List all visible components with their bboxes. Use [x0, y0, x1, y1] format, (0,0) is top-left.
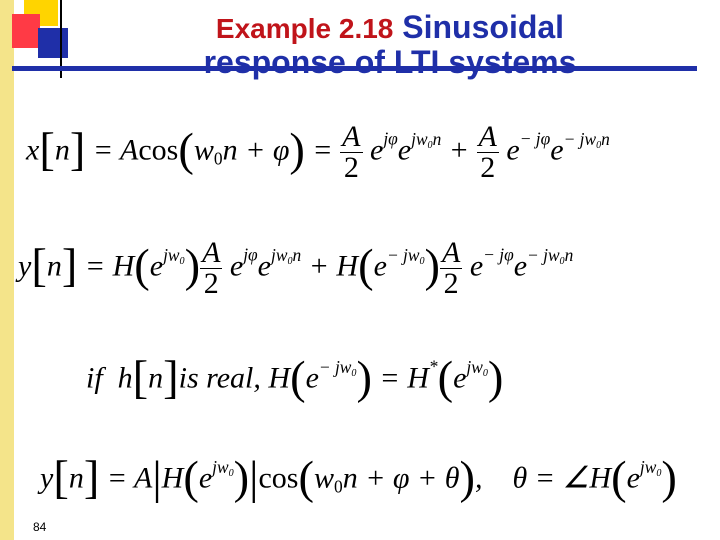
equation-y-n-result: $y[n] = A|H(e^{jw_0})|\cos(w_0n + \varphi + \theta)$, $\theta = \angle H(e^{jw_0})$ [40, 453, 677, 504]
title-prefix: Example 2.18 [215, 13, 394, 44]
left-accent-band [0, 0, 14, 540]
equation-y-n: $y[n] = H(e^{jw_0})$ $\frac{A}{2}$ $e^{j\varphi}e^{jw_0n} + H(e^{- jw_0})$ $\frac{A}{2}$ $e^{- j\varphi}e^{- jw_0n}$ [18, 236, 574, 300]
slide-number: 84 [33, 520, 47, 534]
red-square-decoration [12, 14, 40, 48]
title-line2: response of LTI systems [203, 43, 577, 80]
blue-square-decoration [38, 28, 68, 58]
title-main: Sinusoidal [402, 9, 565, 45]
slide-title [90, 10, 690, 79]
equation-x-n: $x[n] = Acos(w_0n + \varphi)$ = $\frac{A}{2}$ $e^{j\varphi}e^{jw_0n}$ + $\frac{A}{2}$ $e^{- j\varphi}e^{- jw_0n}$ [26, 120, 610, 184]
equation-real-condition: if h[n]is real, $H(e^{- jw_0}) = H^*(e^{jw_0})$ [86, 353, 504, 404]
